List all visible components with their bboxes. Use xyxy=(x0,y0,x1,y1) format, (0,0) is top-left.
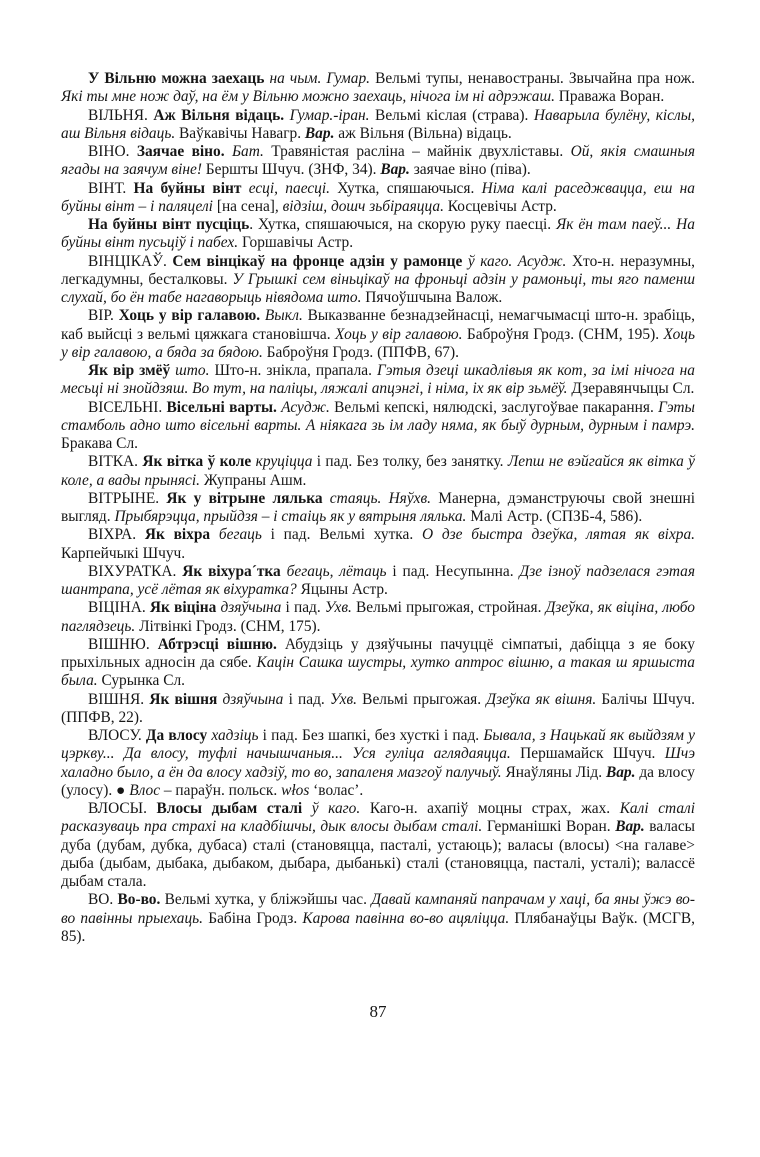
text-segment-bold: Як вір змёў xyxy=(88,362,176,379)
text-segment-italic: Як ён там паеў... На буйны вінт пусьціў і пабех. xyxy=(61,216,695,252)
text-segment-normal: Карпейчыкі Шчуч. xyxy=(61,544,186,562)
text-segment-italic: О дзе быстра дзеўка, лятая як віхра. xyxy=(421,526,696,544)
dictionary-entry xyxy=(61,599,695,636)
entries-container xyxy=(61,70,695,946)
text-segment-normal: ВІНЦІКАЎ. xyxy=(88,252,173,270)
text-segment-normal: Каго-н. ахапіў моцны страх, жах. xyxy=(360,800,620,817)
text-segment-normal: ВІТКА. xyxy=(88,453,143,471)
text-segment-normal: Горшавічы Астр. xyxy=(238,234,354,252)
text-segment-normal: ВІЦІНА. xyxy=(88,599,150,617)
dictionary-entry xyxy=(61,399,695,454)
text-segment-italic: што. xyxy=(175,362,210,379)
text-segment-normal: Янаўляны Лід. xyxy=(501,763,606,781)
text-segment-normal: да влосу (улосу). ● xyxy=(61,763,695,799)
text-segment-italic: У Грышкі сем віньцікаў на фроньці адзін у рамоньці, ты яго паменш слухай, бо ён табе нагаворыць нівядома што. xyxy=(61,270,695,306)
page-number: 87 xyxy=(369,1002,387,1021)
text-segment-normal: Бершты Шчуч. (ЗНФ, 34). xyxy=(201,161,381,179)
dictionary-entry xyxy=(61,362,695,399)
text-segment-italic: Німа калі раседжвацца, еш на буйны вінт – і паляцелі xyxy=(61,179,696,215)
dictionary-entry xyxy=(61,727,695,800)
text-segment-italic: круціцца xyxy=(255,453,313,471)
text-segment-normal: ВІЛЬНЯ. xyxy=(88,106,154,124)
text-segment-bold: У Вільню можна заехаць xyxy=(88,70,270,87)
text-segment-normal: Баброўня Гродз. (СНМ, 195). xyxy=(462,325,664,343)
text-segment-normal: Плябанаўцы Ваўк. (МСГВ, 85). xyxy=(61,909,695,945)
text-segment-normal: Германішкі Воран. xyxy=(482,818,616,836)
text-segment-italic: Гэтыя дзеці шкадлівыя як кот, за імі нічога на месьці ні знойдзяш. Во тут, на паліцы, ляжалі апцэнгі, і німа, іх як вір зьмёў. xyxy=(61,362,695,398)
text-segment-italic: Ухв. xyxy=(329,690,357,708)
text-segment-bold-italic: Вар. xyxy=(304,124,335,142)
dictionary-entry xyxy=(61,253,695,308)
text-segment-normal: Вельмі прыгожая, стройная. xyxy=(351,599,546,617)
text-segment-normal: ВЛОСЫ. xyxy=(88,800,157,817)
text-segment-normal: ВІШНЮ. xyxy=(88,635,158,653)
text-segment-normal: Літвінкі Гродз. (СНМ, 175). xyxy=(135,617,321,635)
text-segment-bold: Во-во. xyxy=(117,891,165,909)
text-segment-bold: Хоць у вір галавою. xyxy=(118,307,265,325)
dictionary-entry xyxy=(61,691,695,728)
dictionary-entry xyxy=(61,526,695,563)
text-segment-normal: Хто-н. неразумны, легкадумны, бесталковы. xyxy=(61,252,696,288)
text-segment-bold: Да влосу xyxy=(145,727,212,744)
text-segment-italic: Хоць у вір галавою, а бяда за бядою. xyxy=(61,325,695,361)
text-segment-bold: Аж Вільня відаць. xyxy=(153,106,290,124)
text-segment-normal: ВІР. xyxy=(88,307,119,325)
text-segment-bold: Як віхура´тка xyxy=(182,562,287,580)
text-segment-normal: ВЛОСУ. xyxy=(88,727,146,744)
text-segment-italic: ў каго. xyxy=(311,800,361,817)
text-segment-italic: Які ты мне нож даў, на ём у Вільню можно заехаць, нічога ім ні адрэжаш. xyxy=(61,88,555,106)
text-segment-italic: Калі сталі расказуваць пра страхі на кладбішчы, дык влосы дыбам сталі. xyxy=(61,800,696,836)
text-segment-normal: Дзеравянчыцы Сл. xyxy=(567,380,695,398)
text-segment-normal: [на сена] xyxy=(216,197,275,215)
text-segment-italic: Бывала, з Нацькай як выйдзям у цэркву... Да влосу, туфлі начышчаныя... Уся гуліца аглядаяцца. xyxy=(61,727,695,763)
text-segment-bold: Сем вінцікаў на фронце адзін у рамонце xyxy=(172,252,468,270)
text-segment-italic: дзяўчына xyxy=(222,690,284,708)
text-segment-normal: Вельмі прыгожая. xyxy=(356,690,487,708)
text-segment-normal: ВО. xyxy=(88,891,118,909)
text-segment-normal: Яцыны Астр. xyxy=(296,581,388,598)
dictionary-entry xyxy=(61,891,695,946)
text-segment-italic: стаяць. Няўхв. xyxy=(329,489,432,507)
text-segment-italic: , відзіш, дошч зьбіраяцца. xyxy=(274,197,444,215)
text-segment-italic: Гумар.-іран. xyxy=(289,106,370,124)
text-segment-bold: Як вітка ў коле xyxy=(142,453,256,471)
text-segment-normal: аж Вільня (Вільна) відаць. xyxy=(334,124,512,142)
text-segment-normal: Праважа Воран. xyxy=(554,88,665,106)
dictionary-entry xyxy=(61,107,695,144)
text-segment-normal: Травяністая расліна – майнік двухліставы. xyxy=(263,143,571,160)
text-segment-bold: Заячае віно. xyxy=(136,143,232,160)
dictionary-entry xyxy=(61,180,695,217)
text-segment-normal: Вельмі тупы, ненавостраны. Звычайна пра нож. xyxy=(370,70,695,87)
text-segment-italic: дзяўчына xyxy=(220,599,282,617)
text-segment-bold: На буйны вінт xyxy=(133,179,249,197)
text-segment-italic: Ухв. xyxy=(324,599,352,617)
text-segment-normal: ВІНТ. xyxy=(88,179,134,197)
text-segment-normal: Вельмі кіслая (страва). xyxy=(369,106,534,124)
text-segment-bold: Вісельні варты. xyxy=(166,398,282,416)
text-segment-normal: ВІХУРАТКА. xyxy=(88,562,183,580)
text-segment-normal: Хутка, спяшаючыся. xyxy=(329,179,482,197)
text-segment-normal: Балічы Шчуч. (ППФВ, 22). xyxy=(61,690,696,726)
text-segment-bold: Абтрэсці вішню. xyxy=(157,635,285,653)
text-segment-normal: Першамайск Шчуч. xyxy=(510,745,665,763)
text-segment-italic: Прыбярэцца, прыйдзя – і стаіць як у вятрыня лялька. xyxy=(114,508,467,525)
text-segment-normal: Бабіна Гродз. xyxy=(203,909,303,927)
text-segment-italic: włos xyxy=(281,781,310,799)
dictionary-entry xyxy=(61,636,695,691)
text-segment-italic: Выкл. xyxy=(264,307,303,325)
text-segment-normal: Малі Астр. (СПЗБ-4, 586). xyxy=(466,508,643,525)
text-segment-italic: на чым. Гумар. xyxy=(269,70,370,87)
text-segment-italic: Лепш не вэйгайся як вітка ў коле, а вады прынясі. xyxy=(61,453,695,489)
text-segment-normal: . Хутка, спяшаючыся, на скорую руку паесці. xyxy=(249,216,557,233)
text-segment-italic: Дзеўка як вішня. xyxy=(486,690,597,708)
dictionary-entry xyxy=(61,216,695,253)
text-segment-normal: Вельмі кепскі, нялюдскі, заслугоўвае пакарання. xyxy=(329,398,659,416)
text-segment-normal: Бракава Сл. xyxy=(61,435,138,452)
text-segment-normal: ‘волас’. xyxy=(309,781,364,799)
text-segment-italic: Давай кампаняй папрачам у хаці, ба яны ўжэ во-во павінны прыехаць. xyxy=(61,891,695,927)
text-segment-italic: есці, паесці. xyxy=(248,179,330,197)
text-segment-normal: Выказванне безнадзейнасці, немагчымасці што-н. зрабіць, каб выйсці з вельмі цяжкага становішча. xyxy=(61,307,695,343)
text-segment-normal: і пад. Без шапкі, без хусткі і пад. xyxy=(258,727,484,744)
text-segment-italic: ў каго. Асудж. xyxy=(467,252,567,270)
text-segment-italic: Кацін Сашка шустры, хутко аптрос вішню, а такая ш яршыста была. xyxy=(61,654,695,690)
text-segment-bold: Як у вітрыне лялька xyxy=(166,489,330,507)
text-segment-italic: бегаць xyxy=(218,526,262,544)
text-segment-normal: і пад. Без толку, без занятку. xyxy=(312,453,508,471)
text-segment-normal: валасы дуба (дубам, дубка, дубаса) сталі (становяцца, пасталі, устаюць); валасы (влосы) <на галаве> дыба (дыбам, дыбака, дыбаком, дыбара, дыбанькі) сталі (становяцца, пасталі, усталі); валассё дыбам стала. xyxy=(61,818,696,890)
text-segment-normal: Што-н. знікла, прапала. xyxy=(209,362,378,379)
text-segment-italic: бегаць, лётаць xyxy=(286,562,387,580)
text-segment-italic: Хоць у вір галавою. xyxy=(335,325,463,343)
text-segment-normal: Манерна, дэманструючы свой знешні выгляд. xyxy=(61,489,695,525)
text-segment-italic: хадзіць xyxy=(211,727,259,744)
text-segment-bold: Як віціна xyxy=(149,599,221,617)
text-segment-bold-italic: Вар. xyxy=(615,818,645,836)
dictionary-entry xyxy=(61,490,695,527)
text-segment-normal: і пад. xyxy=(281,599,325,617)
text-segment-normal: Абудзіць у дзяўчыны пачуццё сімпатыі, дабіцца з яе боку прыхільных адносін да сябе. xyxy=(61,635,695,671)
text-segment-normal: ВІХРА. xyxy=(88,526,145,544)
text-segment-normal: і пад. Несупынна. xyxy=(386,562,520,580)
text-segment-normal: Сурынка Сл. xyxy=(97,672,186,690)
text-segment-normal: ВІТРЫНЕ. xyxy=(88,489,167,507)
text-segment-bold: На буйны вінт пусціць xyxy=(88,216,250,233)
text-segment-normal: і пад. xyxy=(283,690,330,708)
dictionary-entry xyxy=(61,800,695,891)
text-segment-bold: Влосы дыбам сталі xyxy=(156,800,312,817)
text-segment-italic: Дзеўка, як віціна, любо паглядзець. xyxy=(61,599,695,635)
text-segment-bold-italic: Вар. xyxy=(380,161,410,179)
text-segment-normal: Пячоўшчына Валож. xyxy=(361,289,503,306)
text-segment-italic: Ой, якія смашныя ягады на заячум віне! xyxy=(61,143,695,179)
text-segment-bold: Як віхра xyxy=(144,526,219,544)
text-segment-normal: ВІСЕЛЬНІ. xyxy=(88,398,167,416)
dictionary-entry xyxy=(61,143,695,180)
text-segment-normal: ВІНО. xyxy=(88,143,137,160)
text-segment-normal: Ваўкавічы Навагр. xyxy=(175,124,305,142)
dictionary-entry xyxy=(61,70,695,107)
text-segment-normal: заячае віно (піва). xyxy=(409,161,531,179)
text-segment-normal: Косцевічы Астр. xyxy=(443,197,557,215)
text-segment-bold-italic: Вар. xyxy=(605,763,636,781)
text-segment-normal: – параўн. польск. xyxy=(160,781,282,799)
text-segment-italic: Шчэ халадно было, а ён да влосу хадзіў, то во, запаленя мазгоў палучыў. xyxy=(61,745,695,781)
text-segment-normal: Жупраны Ашм. xyxy=(199,471,307,489)
dictionary-entry xyxy=(61,563,695,600)
text-segment-italic: Влос xyxy=(129,781,161,799)
text-segment-italic: Бат. xyxy=(231,143,264,160)
text-segment-italic: Асудж. xyxy=(281,398,330,416)
text-segment-italic: Гэты стамболь адно што вісельні варты. А ніякага зь ім ладу няма, як быў дурным, дурным і памрэ. xyxy=(61,398,695,434)
text-segment-normal: ВІШНЯ. xyxy=(88,690,150,708)
text-segment-bold: Як вішня xyxy=(149,690,223,708)
dictionary-entry xyxy=(61,453,695,490)
dictionary-entry xyxy=(61,307,695,362)
text-segment-italic: Карова павінна во-во ацяліцца. xyxy=(302,909,510,927)
text-segment-italic: Дзе ізноў падзелася гэтая шантрапа, усё лётая як віхуратка? xyxy=(61,562,696,598)
text-segment-italic: Наварыла булёну, кіслы, аш Вільня відаць. xyxy=(61,106,695,142)
text-segment-normal: Вельмі хутка, у бліжэйшы час. xyxy=(164,891,372,909)
text-segment-normal: і пад. Вельмі хутка. xyxy=(261,526,422,544)
text-segment-normal: Баброўня Гродз. (ППФВ, 67). xyxy=(262,343,459,361)
